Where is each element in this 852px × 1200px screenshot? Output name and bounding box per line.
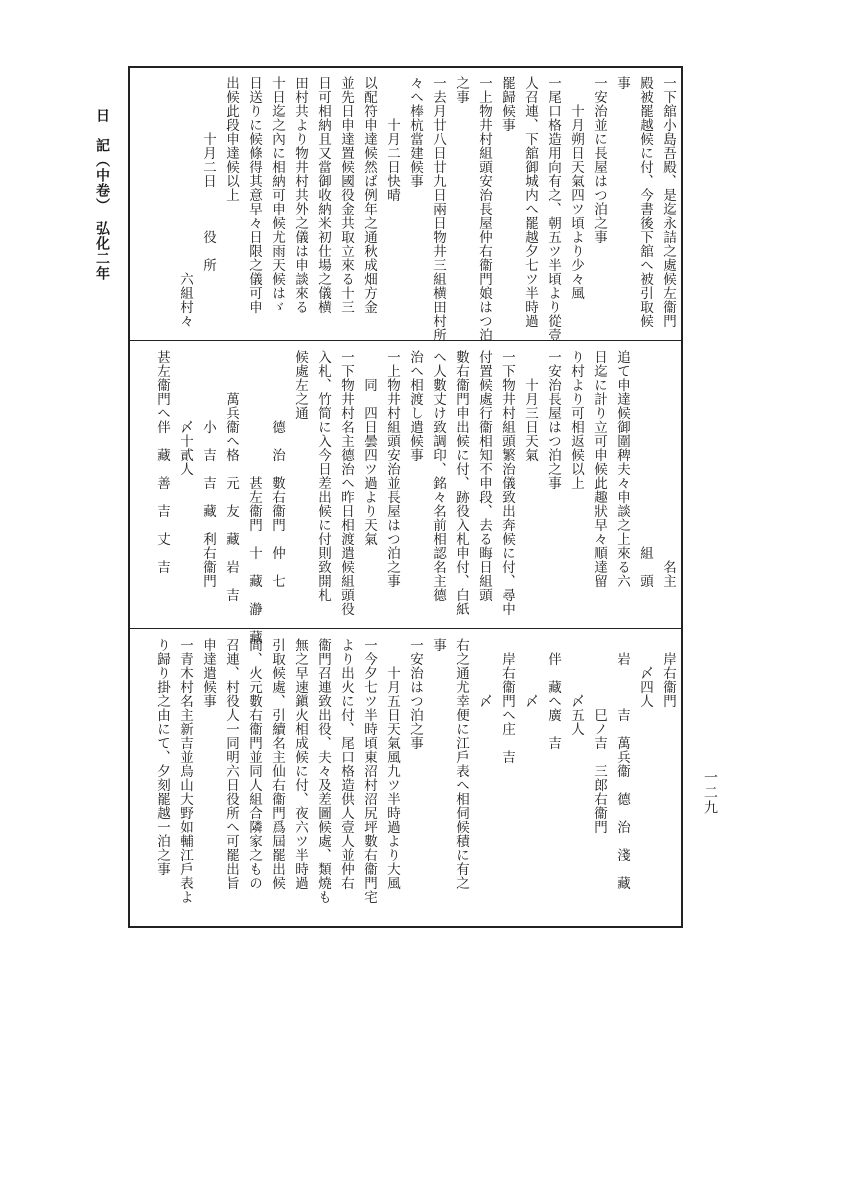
text-column: 萬兵衞へ格 元 友 藏 岩 吉 (223, 350, 239, 602)
section-divider-1 (130, 340, 681, 341)
text-column: 殿被罷越候に付、今書後下舘へ被引取候 (637, 76, 653, 328)
text-column: へ人數丈け致調印、銘々名前相認名主德 (430, 350, 446, 602)
text-column: 入札、竹简に入今日差出候に付則致開札 (315, 350, 331, 602)
text-column: 罷歸候事 (499, 76, 515, 132)
text-column: 日送りに候條得其意早々日限之儀可申 (246, 76, 262, 314)
text-column: 一安治並に長屋はつ泊之事 (591, 76, 607, 244)
text-column: 岩 吉 萬兵衞 德 治 淺 藏 (614, 638, 630, 890)
page-number: 一二九 (702, 770, 718, 815)
text-column: 一下物井村組頭繁治儀致出奔候に付、尋中 (499, 350, 515, 616)
text-column: 治へ相渡し遣候事 (407, 350, 423, 462)
section-middle (130, 342, 681, 644)
text-column: 一尾口格造用向有之、朝五ツ半頃より從壹 (545, 76, 561, 342)
text-column: 人召連、下舘御城内へ罷越夕七ツ半時過 (522, 76, 538, 328)
text-column: 々へ棒杭當建候事 (407, 76, 423, 188)
text-column: 數右衞門申出候に付、跡役入札申付、白紙 (453, 350, 469, 616)
text-column: 甚左衞門 十 藏 瀞 藏 (246, 350, 262, 644)
text-column: 十月朔日天氣四ツ頃より少々風 (568, 76, 584, 300)
text-column: 〆 (522, 638, 538, 708)
text-column: 組 頭 (637, 350, 653, 588)
text-column: 一下物井村名主德治へ昨日相渡遣候組頭役 (338, 350, 354, 616)
text-column: 事 (614, 76, 630, 90)
text-column: 引取候處、引續名主仙右衞門爲屆罷出候 (269, 638, 285, 890)
text-column: 甚左衞門へ伴 藏 善 吉 丈 吉 (154, 350, 170, 574)
text-column: 小 吉 吉 藏 利右衞門 (200, 350, 216, 588)
text-column: 一青木村名主新吉並烏山大野如輔江戶表よ (177, 638, 193, 904)
text-column: 事 (430, 638, 446, 652)
text-column: 〆五人 (568, 638, 584, 736)
section-bottom (130, 630, 681, 926)
running-header: 日 記（中卷） 弘化二年 (94, 108, 110, 281)
text-column: 德 治 數右衞門 仲 七 (269, 350, 285, 588)
text-column: 〆四人 (637, 638, 653, 708)
text-column: 〆十貳人 (177, 350, 193, 476)
text-column: り村より可相返候以上 (568, 350, 584, 490)
text-column: 無之早速鎭火相成候に付、夜六ツ半時過 (292, 638, 308, 890)
text-column: 之事 (453, 76, 469, 104)
text-column: 伴 藏へ廣 吉 (545, 638, 561, 750)
text-column: 日迄に計り立可申候此趣狀早々順達留 (591, 350, 607, 588)
text-column: 衞門召連致出役、夫々及差圖候處、類燒も (315, 638, 331, 904)
text-column: 右之通尤幸便に江戶表へ相伺候積に有之 (453, 638, 469, 890)
text-column: 一上物井村組頭安治並長屋はつ泊之事 (384, 350, 400, 588)
text-column: より出火に付、尾口格造供人壹人並仲右 (338, 638, 354, 890)
text-column: 名主 (660, 350, 676, 588)
text-column: 以配符申達候然ば例年之通秋成畑方金 (361, 76, 377, 314)
text-column: 一安治はつ泊之事 (407, 638, 423, 750)
text-column: 一去月廿八日廿九日兩日物井三組横田村所 (430, 76, 446, 342)
section-top (130, 68, 681, 340)
text-column: 一下舘小島吾殿、是迄永詰之處候左衞門 (660, 76, 676, 328)
text-column: 並先日申達置候國役金共取立來る十三 (338, 76, 354, 314)
text-column: 巳ノ吉 三郎右衞門 (591, 638, 607, 834)
text-column: 間、火元數右衞門並同人組合隣家之もの (246, 638, 262, 890)
text-column: 〆 (476, 638, 492, 708)
text-column: 六組村々 (177, 76, 193, 328)
text-column: 一安治長屋はつ泊之事 (545, 350, 561, 490)
text-column: 候處左之通 (292, 350, 308, 420)
section-divider-2 (130, 628, 681, 629)
text-column: 一上物井村組頭安治長屋仲右衞門娘はつ泊 (476, 76, 492, 342)
text-column: 十日迄之內に相納可申候尤雨天候はゞ (269, 76, 285, 314)
text-column: 同 四日曇四ツ過より天氣 (361, 350, 377, 546)
text-column: 岸右衞門へ庄 吉 (499, 638, 515, 764)
text-column: 出候此段申達候以上 (223, 76, 239, 202)
text-column: り歸り掛之由にて、夕刻罷越一泊之事 (154, 638, 170, 876)
text-column: 十月五日天氣風九ツ半時過より大風 (384, 638, 400, 890)
text-column: 一今夕七ツ半時頃東沼村沼尻坪數右衞門宅 (361, 638, 377, 904)
text-column: 召連、村役人一同明六日役所へ可罷出旨 (223, 638, 239, 890)
text-column: 岸右衞門 (660, 638, 676, 708)
text-column: 付置候處行衞相知不申段、去る晦日組頭 (476, 350, 492, 602)
text-column: 十月三日天氣 (522, 350, 538, 462)
text-frame (128, 66, 683, 928)
text-column: 申達遣候事 (200, 638, 216, 708)
text-column: 田村共より物井村共外之儀は申談來る (292, 76, 308, 314)
text-column: 日可相納且又當御收納米初仕場之儀横 (315, 76, 331, 314)
text-column: 十月二日快晴 (384, 76, 400, 202)
text-column: 追て申達候御圍稗夫々申談之上來る六 (614, 350, 630, 588)
text-column: 十月二日 役 所 (200, 76, 216, 272)
